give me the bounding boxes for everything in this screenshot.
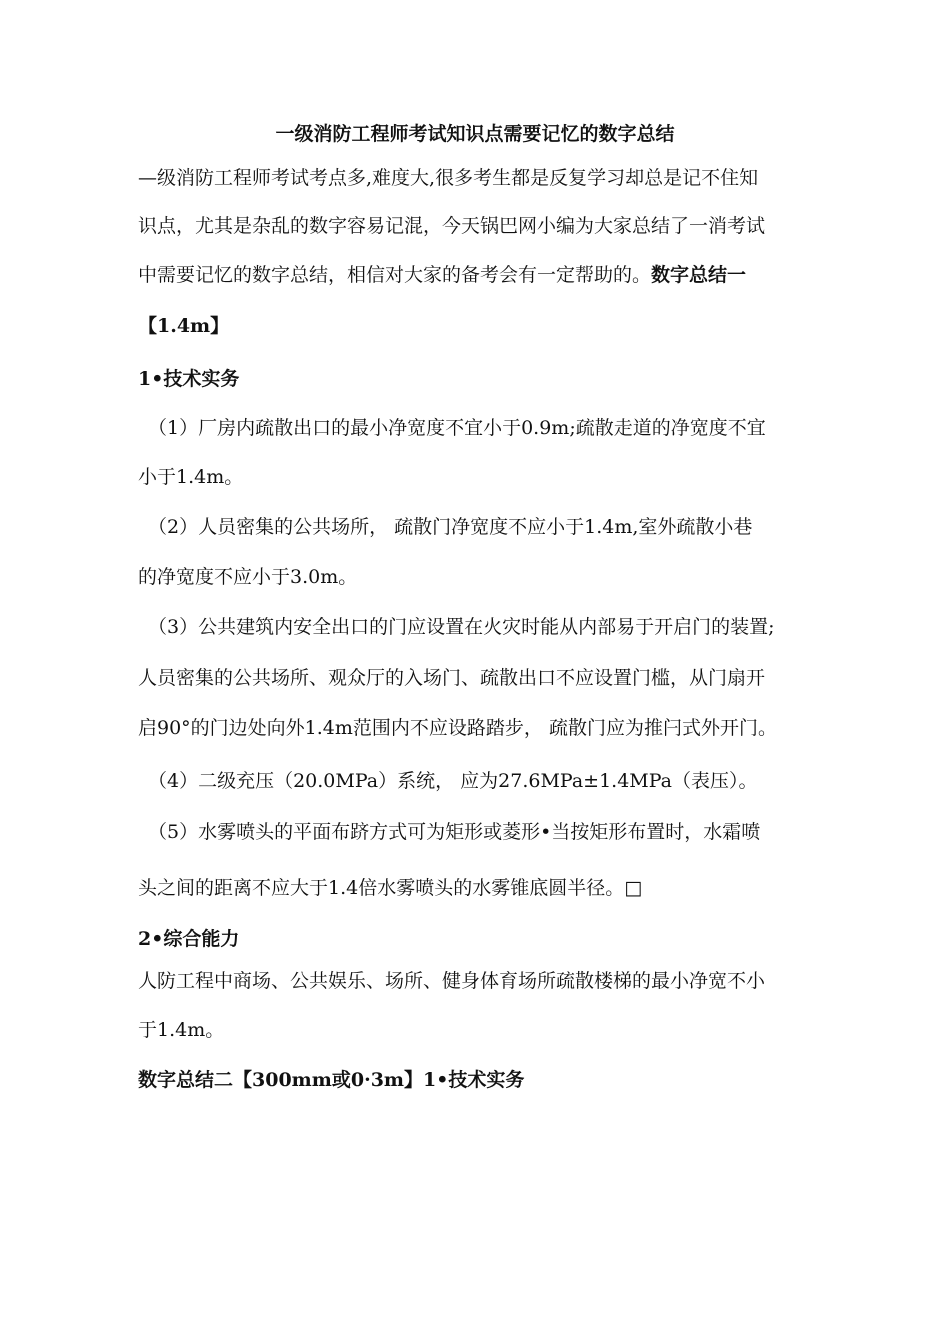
item-2-line-2: 的净宽度不应小于3.0m。 (138, 566, 358, 588)
section-2-heading: 数字总结二【300mm或0·3m】1•技术实务 (138, 1069, 525, 1091)
subsection-2-line-1: 人防工程中商场、公共娱乐、场所、健身体育场所疏散楼梯的最小净宽不小 (138, 970, 766, 992)
subsection-1-heading: 1•技术实务 (138, 368, 240, 390)
item-2-line-1: （2）人员密集的公共场所， 疏散门净宽度不应小于1.4m,室外疏散小巷 (148, 516, 753, 538)
item-1-line-1: （1）厂房内疏散出口的最小净宽度不宜小于0.9m;疏散走道的净宽度不宜 (148, 417, 766, 439)
intro-line-3 (138, 263, 746, 287)
item-1-line-2: 小于1.4m。 (138, 466, 244, 488)
item-4-line-1: （4）二级充压（20.0MPa）系统， 应为27.6MPa±1.4MPa（表压）。 (148, 770, 758, 792)
intro-line-3-text: 中需要记忆的数字总结，相信对大家的备考会有一定帮助的。 (138, 264, 652, 286)
subsection-2-heading: 2•综合能力 (138, 928, 240, 950)
section-1-heading: 【1.4m】 (138, 315, 230, 337)
intro-line-2: 识点，尤其是杂乱的数字容易记混，今天锅巴网小编为大家总结了一消考试 (138, 215, 766, 237)
item-3-line-2: 人员密集的公共场所、观众厅的入场门、疏散出口不应设置门槛，从门扇开 (138, 667, 766, 689)
item-3-line-3: 启90°的门边处向外1.4m范围内不应设路踏步， 疏散门应为推闩式外开门。 (138, 717, 777, 739)
intro-line-1: —级消防工程师考试考点多,难度大,很多考生都是反复学习却总是记不住知 (138, 167, 759, 189)
subsection-2-line-2: 于1.4m。 (138, 1019, 225, 1041)
item-5-line-1: （5）水雾喷头的平面布跻方式可为矩形或菱形•当按矩形布置时，水霜喷 (148, 821, 761, 843)
section-1-title: 数字总结一 (651, 264, 747, 286)
document-title: 一级消防工程师考试知识点需要记忆的数字总结 (275, 123, 675, 145)
item-3-line-1: （3）公共建筑内安全出口的门应设置在火灾时能从内部易于开启门的装置; (148, 616, 775, 638)
item-5-line-2: 头之间的距离不应大于1.4倍水雾喷头的水雾锥底圆半径。□ (138, 877, 643, 899)
